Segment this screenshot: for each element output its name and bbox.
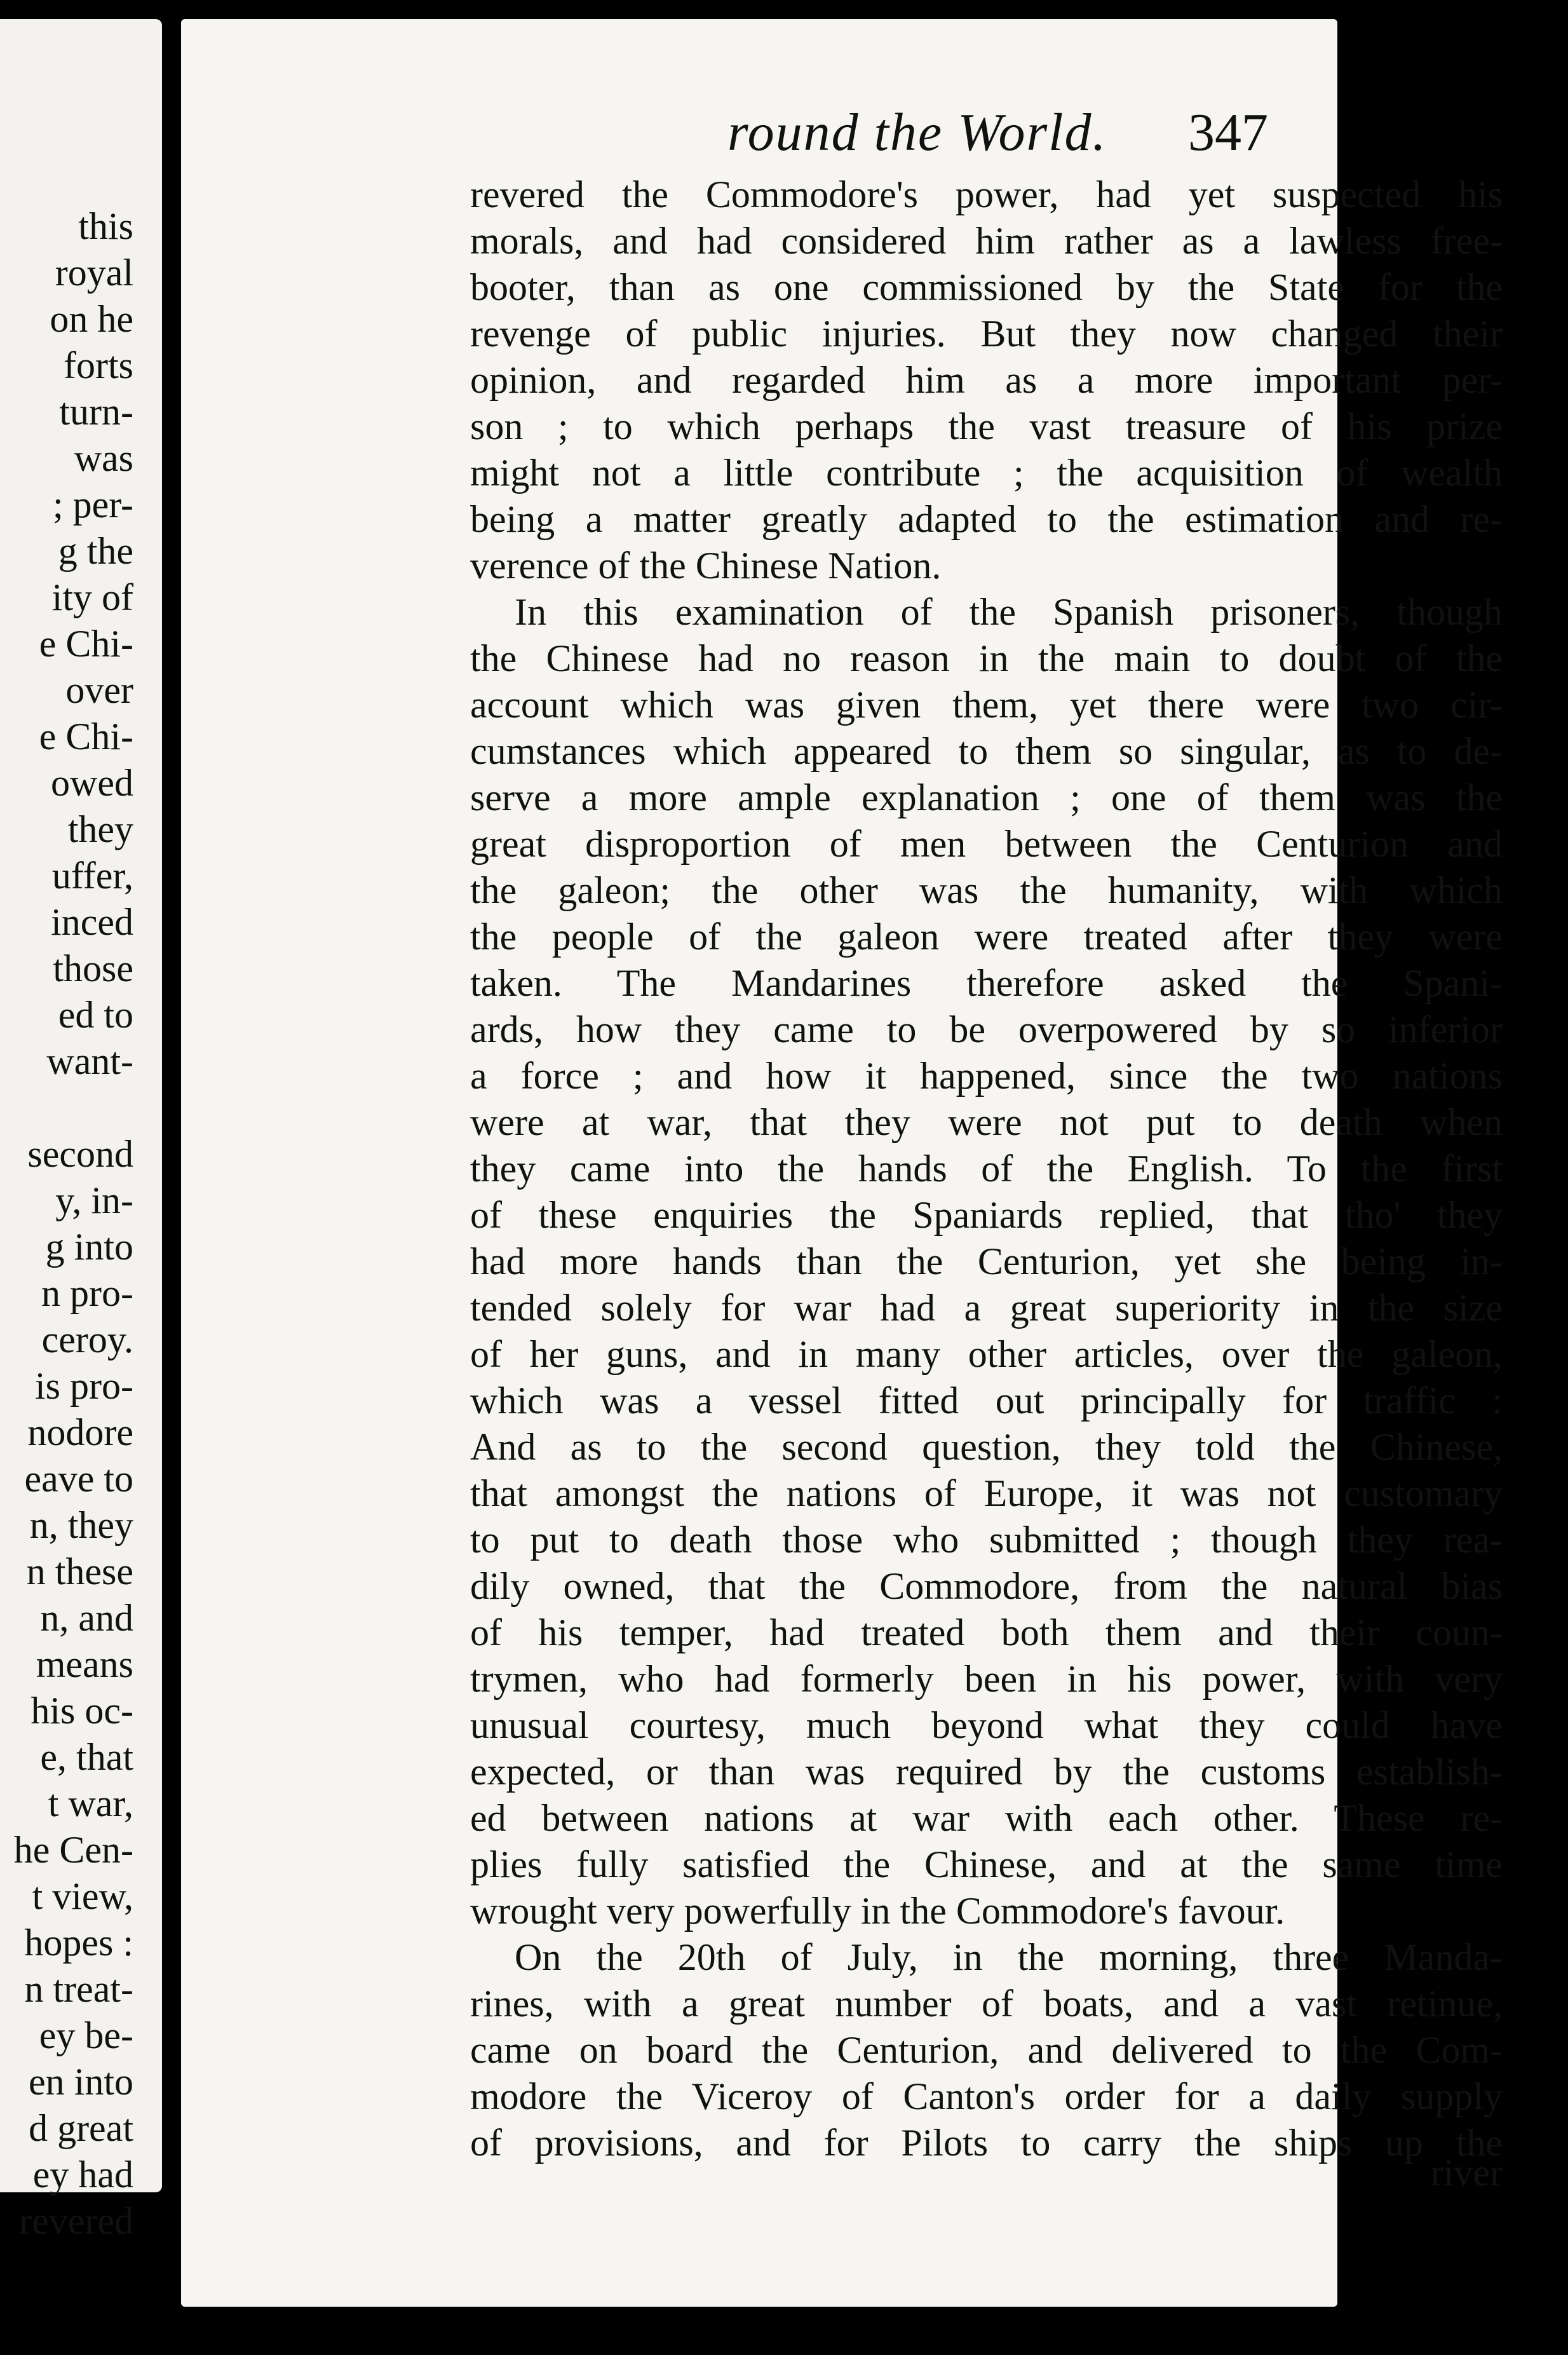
facing-page-gap: [0, 1085, 133, 1131]
facing-page-line: over: [65, 669, 133, 711]
text-line: verence of the Chinese Nation.: [470, 545, 942, 587]
facing-page-line: was: [74, 437, 133, 479]
text-line: they came into the hands of the English. To the first: [470, 1148, 1503, 1190]
facing-page-line: revered: [19, 2200, 133, 2242]
text-line: unusual courtesy, much beyond what they could have: [470, 1704, 1503, 1746]
text-line: cumstances which appeared to them so singular, as to de-: [470, 730, 1503, 772]
facing-page-line: ed to: [58, 994, 133, 1036]
text-line: the Chinese had no reason in the main to doubt of the: [470, 637, 1503, 679]
facing-page-line: d great: [29, 2107, 133, 2149]
facing-page-line: ity of: [51, 576, 133, 618]
facing-page-line: those: [53, 947, 133, 989]
facing-page-line: n, they: [29, 1504, 133, 1546]
facing-page-line: want-: [46, 1040, 133, 1082]
facing-page-line: ceroy.: [41, 1319, 133, 1361]
facing-page-line: second: [27, 1133, 133, 1175]
page-number: 347: [1188, 103, 1268, 162]
facing-page-line: ey be-: [39, 2014, 133, 2056]
text-line: In this examination of the Spanish prisoners, though: [515, 591, 1503, 633]
text-line: rines, with a great number of boats, and a vast retinue,: [470, 1983, 1503, 2025]
facing-page-line: e Chi-: [39, 716, 133, 757]
text-line: modore the Viceroy of Canton's order for a daily supply: [470, 2075, 1503, 2117]
text-line: the galeon; the other was the humanity, with which: [470, 869, 1503, 911]
running-title: round the World.: [727, 103, 1107, 162]
text-line: account which was given them, yet there were two cir-: [470, 684, 1503, 726]
text-line: to put to death those who submitted ; though they rea-: [470, 1519, 1503, 1561]
text-line: booter, than as one commissioned by the State for the: [470, 266, 1503, 308]
text-line: dily owned, that the Commodore, from the natural bias: [470, 1565, 1503, 1607]
facing-page-line: e, that: [40, 1736, 133, 1778]
text-line: of provisions, and for Pilots to carry the ships up the: [470, 2122, 1503, 2164]
facing-page-line: n, and: [40, 1597, 133, 1639]
facing-page-line: g the: [58, 530, 133, 572]
text-line: had more hands than the Centurion, yet she being in-: [470, 1240, 1503, 1282]
facing-page-line: means: [36, 1643, 133, 1685]
text-line: expected, or than was required by the customs establish-: [470, 1751, 1503, 1793]
facing-page-fragment: [0, 19, 162, 2242]
facing-page-line: forts: [64, 344, 133, 386]
facing-page-line: ; per-: [52, 484, 133, 526]
facing-page-text: [0, 203, 133, 2244]
facing-page-line: hopes :: [24, 1922, 133, 1964]
facing-page-line: eave to: [24, 1458, 133, 1500]
text-line: a force ; and how it happened, since the two nations: [470, 1055, 1503, 1097]
text-line: which was a vessel fitted out principally for traffic :: [470, 1380, 1503, 1422]
facing-page-line: is pro-: [35, 1365, 133, 1407]
book-page: [181, 19, 1503, 2307]
facing-page-line: his oc-: [30, 1690, 133, 1732]
text-line: might not a little contribute ; the acquisition of wealth: [470, 452, 1503, 494]
text-line: On the 20th of July, in the morning, three Manda-: [515, 1936, 1503, 1978]
facing-page-line: en into: [29, 2061, 133, 2103]
text-line: plies fully satisfied the Chinese, and at the same time: [470, 1843, 1503, 1885]
text-line: the people of the galeon were treated after they were: [470, 916, 1503, 958]
facing-page-line: n these: [26, 1551, 133, 1592]
text-line: opinion, and regarded him as a more important per-: [470, 359, 1503, 401]
facing-page-line: e Chi-: [39, 623, 133, 665]
facing-page-line: on he: [50, 298, 133, 340]
text-line: wrought very powerfully in the Commodore's favour.: [470, 1890, 1285, 1932]
text-line: serve a more ample explanation ; one of them was the: [470, 777, 1503, 818]
text-line: being a matter greatly adapted to the estimation and re-: [470, 498, 1503, 540]
facing-page-line: turn-: [59, 391, 133, 433]
text-line: trymen, who had formerly been in his power, with very: [470, 1658, 1503, 1700]
facing-page-line: t view,: [32, 1875, 133, 1917]
facing-page-line: inced: [51, 901, 133, 943]
facing-page-line: t war,: [48, 1782, 133, 1824]
facing-page-line: royal: [55, 252, 133, 294]
facing-page-line: nodore: [27, 1411, 133, 1453]
text-line: great disproportion of men between the Centurion and: [470, 823, 1503, 865]
text-line: of her guns, and in many other articles, over the galeon,: [470, 1333, 1503, 1375]
text-line: ed between nations at war with each other. These re-: [470, 1797, 1503, 1839]
page-header: [550, 102, 1490, 172]
text-line: ards, how they came to be overpowered by so inferior: [470, 1008, 1503, 1050]
facing-page-line: uffer,: [51, 855, 133, 897]
text-line: son ; to which perhaps the vast treasure of his prize: [470, 405, 1503, 447]
facing-page-line: n pro-: [41, 1272, 133, 1314]
catchword: river: [1430, 2152, 1503, 2194]
text-line: taken. The Mandarines therefore asked the Spani-: [470, 962, 1503, 1004]
facing-page-line: n treat-: [24, 1968, 133, 2010]
text-line: revered the Commodore's power, had yet suspected his: [470, 173, 1503, 215]
text-line: that amongst the nations of Europe, it was not customary: [470, 1472, 1503, 1514]
text-line: of his temper, had treated both them and their coun-: [470, 1612, 1503, 1653]
facing-page-line: he Cen-: [13, 1829, 133, 1871]
body-text: [470, 172, 1503, 2166]
facing-page-line: y, in-: [55, 1179, 133, 1221]
text-line: tended solely for war had a great superiority in the size: [470, 1287, 1503, 1329]
facing-page-line: this: [78, 205, 133, 247]
facing-page-line: they: [67, 808, 133, 850]
facing-page-line: ey had: [32, 2154, 133, 2196]
text-line: came on board the Centurion, and delivered to the Com-: [470, 2029, 1503, 2071]
facing-page-line: g into: [45, 1226, 133, 1268]
facing-page-line: owed: [51, 762, 133, 804]
text-line: morals, and had considered him rather as a lawless free-: [470, 220, 1503, 262]
text-line: revenge of public injuries. But they now changed their: [470, 313, 1503, 355]
text-line: of these enquiries the Spaniards replied, that tho' they: [470, 1194, 1503, 1236]
text-line: And as to the second question, they told the Chinese,: [470, 1426, 1503, 1468]
text-line: were at war, that they were not put to death when: [470, 1101, 1503, 1143]
